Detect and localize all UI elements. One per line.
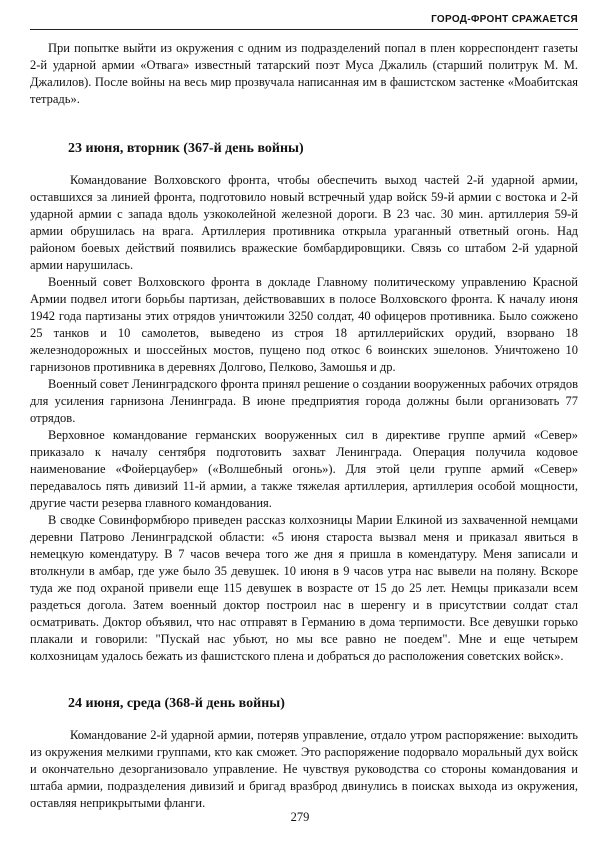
running-header: ГОРОД-ФРОНТ СРАЖАЕТСЯ bbox=[30, 13, 578, 30]
section-heading-june-23: 23 июня, вторник (367-й день войны) bbox=[68, 141, 304, 156]
paragraph: Командование Волховского фронта, чтобы обеспечить выход частей 2-й ударной армии, оставшихся за линией фронта, подготовило новый встречный удар войск 59-й армии с востока и 2-й ударной армии с запада вдоль узкоколейной железной дороги. В 23 час. 30 мин. артиллерия 59-й армии обрушилась на врага. Артиллерия противника открыла ураганный ответный огонь. Над районом боевых действий появились вражеские бомбардировщики. Связь со штабом 2-й ударной армии нарушилась. bbox=[30, 173, 578, 272]
paragraph: Верховное командование германских вооруженных сил в директиве группе армий «Север» приказало к началу сентября подготовить захват Ленинграда. Операция получила кодовое наименование «Фойерцаубер» («Волшебный огонь»). Для этой цели группе армий «Север» передавалось пять дивизий 11-й армии, а также тяжелая артиллерия, артиллерия особой мощности, другие части резерва главного командования. bbox=[30, 428, 578, 510]
paragraph: Военный совет Волховского фронта в докладе Главному политическому управлению Красной Армии подвел итоги борьбы партизан, действовавших в полосе Волховского фронта. К началу июня 1942 года партизаны этих отрядов уничтожили 3250 солдат, 40 офицеров противника. Было сожжено 25 танков и 10 самолетов, выведено из строя 18 артиллерийских орудий, взорвано 18 железнодорожных и шоссейных мостов, пущено под откос 6 воинских эшелонов. Уничтожено 10 гарнизонов противника в деревнях Долгово, Пелково, Замошья и др. bbox=[30, 275, 578, 374]
section-heading-june-24: 24 июня, среда (368-й день войны) bbox=[68, 696, 285, 711]
paragraph: Военный совет Ленинградского фронта принял решение о создании вооруженных рабочих отрядов для усиления гарнизона Ленинграда. В июне предприятия города должны были организовать 77 отрядов. bbox=[30, 377, 578, 425]
paragraph: В сводке Совинформбюро приведен рассказ колхозницы Марии Елкиной из захваченной немцами деревни Патрово Ленинградской области: «5 июня староста вызвал меня и приказал явиться в немецкую комендатуру. В 7 часов вечера того же дня я пришла в комендатуру. Меня записали и втолкнули в амбар, где уже было 35 девушек. 10 июня в 9 часов утра нас вывели на поляну. Вскоре туда же под охраной привели еще 115 девушек в возрасте от 15 до 25 лет. Немцы приказали всем раздеться догола. Затем военный доктор построил нас в шеренгу и в присутствии солдат стал осматривать. Доктор объявил, что нас отправят в Германию в дома терпимости. Все девушки горько плакали и говорили: "Пускай нас убьют, но мы все равно не поедем". Мне и еще четырем колхозницам удалось бежать из фашистского плена и добраться до расположения советских войск». bbox=[30, 513, 578, 663]
intro-paragraph: При попытке выйти из окружения с одним из подразделений попал в плен корреспондент газеты 2-й ударной армии «Отвага» известный татарский поэт Муса Джалиль (старший политрук М. М. Джалилов). После войны на весь мир прозвучала написанная им в фашистском застенке «Моабитская тетрадь». bbox=[30, 41, 578, 106]
page-body bbox=[30, 40, 578, 812]
page-number: 279 bbox=[290, 810, 310, 824]
paragraph: Командование 2-й ударной армии, потеряв управление, отдало утром распоряжение: выходить из окружения мелкими группами, кто как сможет. Это распоряжение подорвало моральный дух войск и окончательно дезорганизовало управление. Не чувствуя руководства со стороны командования и штаба армии, подразделения дивизий и бригад вразброд двинулись в поисках выхода из окружения, оставляя неприкрытыми фланги. bbox=[30, 728, 578, 810]
